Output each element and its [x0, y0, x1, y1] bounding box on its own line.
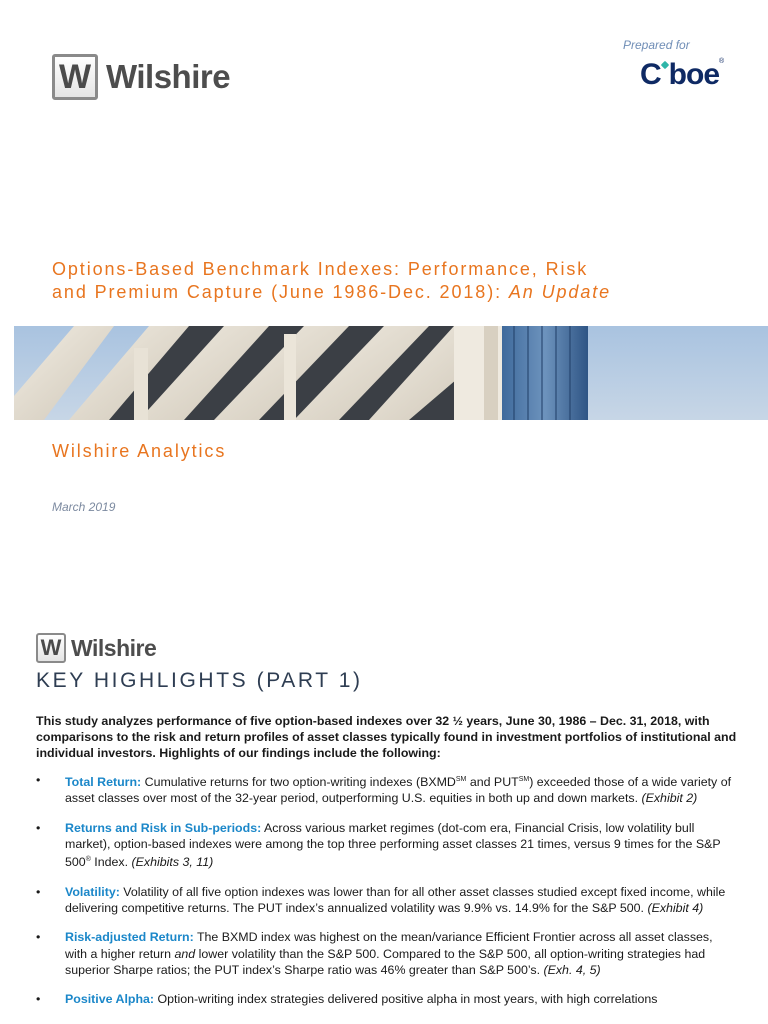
highlight-risk-adjusted-return: [36, 929, 736, 978]
highlight-lead: Volatility:: [65, 884, 120, 899]
highlight-text: Across various market regimes (dot-com era, Financial Crisis, low volatility bull market), option-based indexes were among the top three performing asset classes 21 times, versus 9 times for the S&P 500: [65, 820, 721, 870]
report-title-line1: Options-Based Benchmark Indexes: Performance, Risk: [52, 259, 589, 279]
registered-mark: ®: [85, 856, 91, 864]
bullet-icon: •: [36, 884, 41, 899]
intro-paragraph: This study analyzes performance of five option-based indexes over 32 ½ years, June 30, 1986 – Dec. 31, 2018, with comparisons to the risk and return profiles of asset classes typically found in investment portfolios of institutional and individual investors. Highlights of our findings include the following:: [36, 714, 737, 760]
highlight-text: The BXMD index was highest on the mean/variance Efficient Frontier across all asset classes, with a higher return: [65, 930, 713, 961]
bullet-icon: •: [36, 992, 41, 1007]
cboe-logo: [640, 58, 723, 92]
report-title: [52, 258, 732, 304]
exhibit-reference: (Exhibit 2): [641, 791, 698, 806]
highlight-emphasis: and: [174, 946, 196, 961]
highlight-text: Cumulative returns for two option-writing indexes (BXMD: [141, 775, 456, 790]
report-title-line2-text: and Premium Capture (June 1986-Dec. 2018):: [52, 282, 509, 302]
exhibit-reference: (Exh. 4, 5): [543, 962, 601, 977]
highlight-text: ) exceeded those of a wide variety of asset classes over most of the 32-year period, outperforming U.S. equities in both up and down markets.: [65, 775, 732, 806]
report-title-line2: [52, 281, 732, 304]
wilshire-logo-mark: W: [52, 54, 98, 100]
wilshire-logo-small-mark: W: [36, 633, 66, 663]
building-facade-graphic: [14, 326, 768, 420]
highlights-list: [36, 772, 736, 1021]
wilshire-logo-wordmark: Wilshire: [106, 58, 231, 95]
exhibit-reference: (Exhibits 3, 11): [131, 855, 214, 870]
highlight-text: Index.: [90, 855, 132, 870]
highlight-lead: Total Return:: [65, 775, 142, 790]
highlight-text: and PUT: [466, 775, 519, 790]
highlight-lead: Positive Alpha:: [65, 992, 155, 1007]
highlight-total-return: [36, 772, 736, 807]
service-mark: SM: [518, 776, 530, 783]
highlight-positive-alpha: [36, 991, 736, 1007]
service-mark: SM: [455, 776, 467, 783]
bullet-icon: •: [36, 820, 41, 835]
highlight-lead: Risk-adjusted Return:: [65, 930, 194, 945]
cboe-logo-c: C: [640, 58, 661, 91]
highlight-text: Volatility of all five option indexes was lower than for all other asset classes studied except fixed income, while delivering competitive returns. The PUT index’s annualized volatility was 9.9% vs. 14.9% for the S&P 500.: [65, 884, 726, 916]
bullet-icon: •: [36, 773, 41, 787]
highlight-text: Option-writing index strategies delivered positive alpha in most years, with high correlations: [154, 992, 658, 1007]
highlight-lead: Returns and Risk in Sub-periods:: [65, 820, 262, 835]
cboe-diamond-icon: [660, 61, 668, 69]
section-label: Wilshire Analytics: [52, 441, 227, 461]
publication-date: March 2019: [52, 500, 116, 514]
wilshire-logo: [52, 54, 230, 100]
highlight-text: lower volatility than the S&P 500. Compared to the S&P 500, all option-writing strategies had superior Sharpe ratios; the PUT index’s Sharpe ratio was 46% greater than S&P 500’s.: [65, 946, 706, 977]
report-title-update: An Update: [508, 282, 612, 302]
prepared-for-label: Prepared for: [623, 38, 690, 52]
wilshire-logo-small-wordmark: Wilshire: [71, 634, 157, 661]
cboe-logo-text: boe: [668, 58, 720, 91]
exhibit-reference: (Exhibit 4): [647, 901, 704, 916]
highlight-sub-periods: [36, 820, 736, 871]
cboe-registered-mark: ®: [719, 58, 724, 65]
building-banner-image: [14, 326, 768, 420]
highlight-volatility: [36, 884, 736, 917]
key-highlights-heading: KEY HIGHLIGHTS (PART 1): [36, 669, 363, 692]
bullet-icon: •: [36, 930, 41, 945]
wilshire-logo-small: [36, 633, 156, 663]
